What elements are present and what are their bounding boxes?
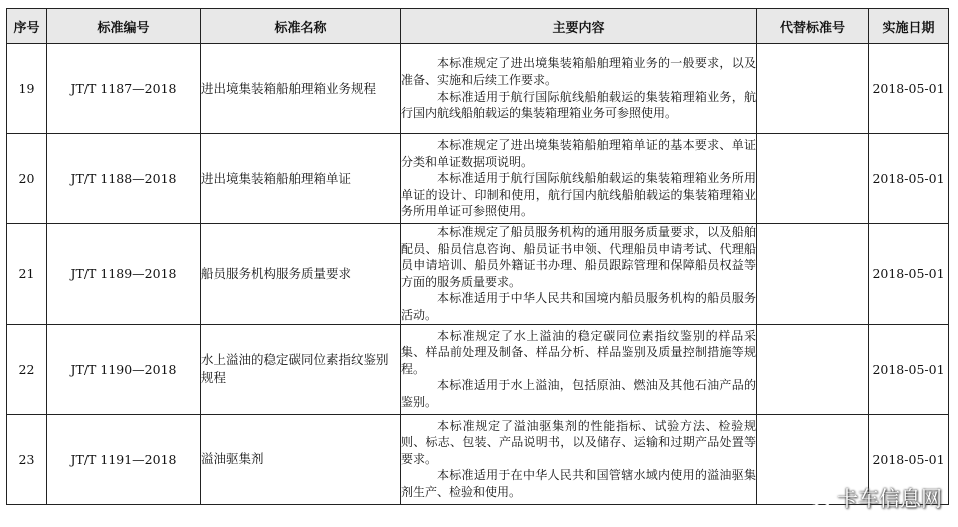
row-name: 船员服务机构服务质量要求 (201, 224, 401, 325)
header-code: 标准编号 (47, 9, 201, 44)
row-date: 2018-05-01 (869, 324, 949, 414)
row-code: JT/T 1191—2018 (47, 414, 201, 504)
row-content (401, 324, 757, 414)
content-paragraph: 本标准适用于水上溢油，包括原油、燃油及其他石油产品的鉴别。 (401, 378, 756, 409)
table-row (7, 134, 949, 224)
row-no: 20 (7, 134, 47, 224)
header-content: 主要内容 (401, 9, 757, 44)
content-paragraph: 本标准规定了进出境集装箱船舶理箱业务的一般要求，以及准备、实施和后续工作要求。 (401, 56, 756, 87)
table-row (7, 324, 949, 414)
row-code: JT/T 1189—2018 (47, 224, 201, 325)
content-paragraph: 本标准规定了进出境集装箱船舶理箱单证的基本要求、单证分类和单证数据项说明。 (401, 138, 756, 169)
row-code: JT/T 1187—2018 (47, 44, 201, 134)
content-paragraph: 本标准适用于在中华人民共和国管辖水域内使用的溢油驱集剂生产、检验和使用。 (401, 468, 756, 499)
table-row (7, 224, 949, 325)
row-no: 19 (7, 44, 47, 134)
row-content (401, 224, 757, 325)
row-name: 水上溢油的稳定碳同位素指纹鉴别规程 (201, 324, 401, 414)
row-content (401, 414, 757, 504)
content-paragraph: 本标准适用于航行国际航线船舶载运的集装箱理箱业务，航行国内航线船舶载运的集装箱理箱业务可参照使用。 (401, 89, 756, 121)
table-row (7, 44, 949, 134)
row-no: 23 (7, 414, 47, 504)
row-code: JT/T 1188—2018 (47, 134, 201, 224)
header-no: 序号 (7, 9, 47, 44)
row-date: 2018-05-01 (869, 414, 949, 504)
row-replace (757, 224, 869, 325)
row-content (401, 44, 757, 134)
row-name: 进出境集装箱船舶理箱单证 (201, 134, 401, 224)
row-content (401, 134, 757, 224)
content-paragraph: 本标准规定了水上溢油的稳定碳同位素指纹鉴别的样品采集、样品前处理及制备、样品分析、样品鉴别及质量控制措施等规程。 (401, 328, 756, 376)
row-no: 22 (7, 324, 47, 414)
row-replace (757, 44, 869, 134)
row-code: JT/T 1190—2018 (47, 324, 201, 414)
row-replace (757, 324, 869, 414)
content-paragraph: 本标准适用于航行国际航线船舶载运的集装箱理箱业务所用单证的设计、印制和使用，航行国内航线船舶载运的集装箱理箱业务所用单证可参照使用。 (401, 171, 756, 219)
watermark (805, 483, 942, 513)
row-no: 21 (7, 224, 47, 325)
row-name: 溢油驱集剂 (201, 414, 401, 504)
table-header-row (7, 9, 949, 44)
header-name: 标准名称 (201, 9, 401, 44)
row-name: 进出境集装箱船舶理箱业务规程 (201, 44, 401, 134)
standards-table (6, 8, 949, 505)
row-date: 2018-05-01 (869, 224, 949, 325)
row-replace (757, 134, 869, 224)
content-paragraph: 本标准适用于中华人民共和国境内船员服务机构的船员服务活动。 (401, 291, 756, 322)
content-paragraph: 本标准规定了溢油驱集剂的性能指标、试验方法、检验规则、标志、包装、产品说明书，以及储存、运输和过期产品处置等要求。 (401, 418, 756, 466)
content-paragraph: 本标准规定了船员服务机构的通用服务质量要求，以及船舶配员、船员信息咨询、船员证书申领、代理船员申请考试、代理船员申请培训、船员外籍证书办理、船员跟踪管理和保障船员权益等方面的服务质量要求。 (401, 225, 756, 289)
row-date: 2018-05-01 (869, 134, 949, 224)
watermark-text: 卡车信息网 (837, 487, 942, 511)
row-date: 2018-05-01 (869, 44, 949, 134)
header-replace: 代替标准号 (757, 9, 869, 44)
wechat-icon (805, 487, 831, 509)
header-date: 实施日期 (869, 9, 949, 44)
